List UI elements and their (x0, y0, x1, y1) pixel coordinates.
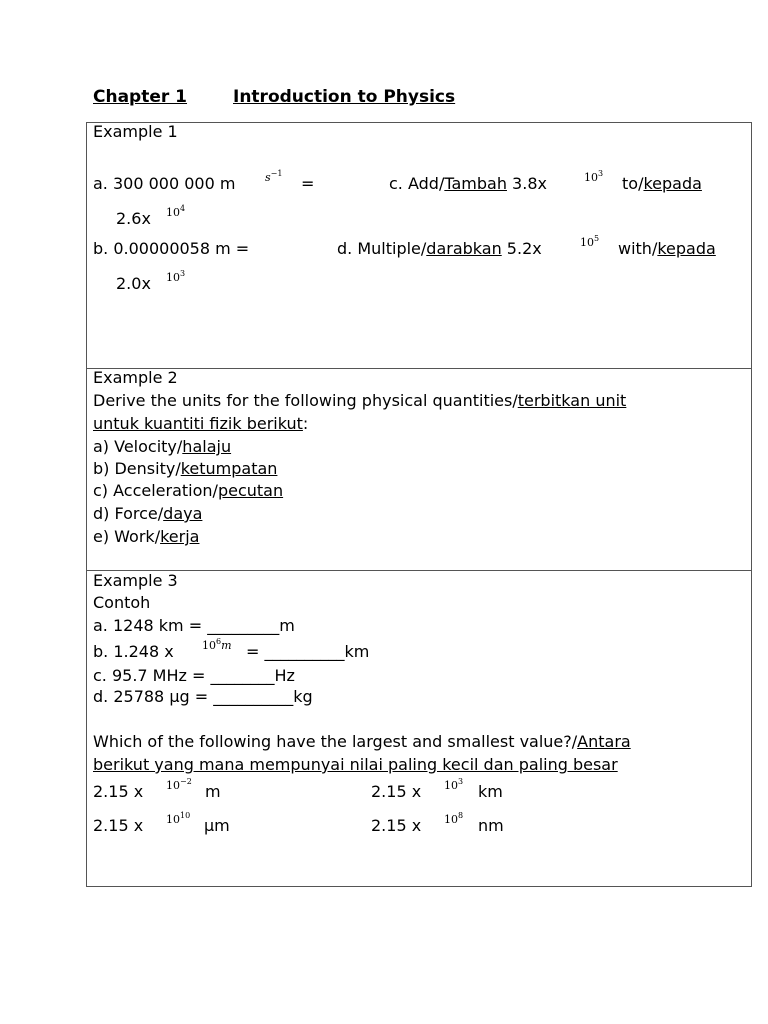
chapter-title: Introduction to Physics (233, 87, 456, 107)
ex1-a-text: a. 300 000 000 m (93, 174, 236, 193)
ex2-intro-line1: Derive the units for the following physical quantities/terbitkan unit (93, 391, 627, 410)
ex2-item: e) Work/kerja (93, 527, 200, 546)
example3-heading: Example 3 (93, 571, 178, 590)
example1-heading: Example 1 (93, 122, 178, 141)
ex3-option-unit: km (478, 782, 503, 801)
ex3-c-text: c. 95.7 MHz = ________Hz (93, 666, 295, 685)
ex3-option-unit: nm (478, 816, 504, 835)
example2-heading: Example 2 (93, 368, 178, 387)
ex3-option-prefix: 2.15 x (371, 782, 422, 801)
ex2-item: a) Velocity/halaju (93, 437, 232, 456)
ex3-option-power: $10^3$ (444, 777, 464, 792)
ex2-item: c) Acceleration/pecutan (93, 481, 284, 500)
ex1-d-line: d. Multiple/darabkan 5.2x (337, 239, 542, 258)
ex1-c-power: $10^3$ (584, 169, 604, 184)
ex1-d2-value: 2.0x (116, 274, 151, 293)
ex3-b-rest: = __________km (246, 642, 370, 661)
ex1-c-to: to/kepada (622, 174, 702, 193)
ex3-option-unit: m (205, 782, 221, 801)
ex3-b-power: $10^6m$ (202, 637, 232, 652)
ex1-d-with: with/kepada (618, 239, 716, 258)
ex3-a-text: a. 1248 km = _________m (93, 616, 295, 635)
ex3-option-power: $10^8$ (444, 811, 464, 826)
ex1-a-equals: = (301, 174, 315, 193)
ex3-question-line1: Which of the following have the largest and smallest value?/Antara (93, 732, 631, 751)
ex3-option-prefix: 2.15 x (93, 782, 144, 801)
ex2-item: d) Force/daya (93, 504, 203, 523)
ex1-a-unit: $s^{-1}$ (265, 169, 283, 184)
ex3-option-power: $10^{-2}$ (166, 777, 192, 792)
ex2-item: b) Density/ketumpatan (93, 459, 278, 478)
ex3-option-power: $10^{10}$ (166, 811, 191, 826)
ex3-option-prefix: 2.15 x (371, 816, 422, 835)
ex1-d2-power: $10^3$ (166, 269, 186, 284)
ex1-c2-value: 2.6x (116, 209, 151, 228)
ex3-option-prefix: 2.15 x (93, 816, 144, 835)
ex3-option-unit: µm (204, 816, 230, 835)
ex1-c-line: c. Add/Tambah 3.8x (389, 174, 547, 193)
ex3-question-line2: berikut yang mana mempunyai nilai paling kecil dan paling besar (93, 755, 618, 774)
ex2-intro-line2: untuk kuantiti fizik berikut: (93, 414, 309, 433)
ex3-contoh: Contoh (93, 593, 151, 612)
ex1-b-text: b. 0.00000058 m = (93, 239, 250, 258)
chapter-label: Chapter 1 (93, 87, 188, 107)
ex1-d-power: $10^5$ (580, 234, 600, 249)
ex1-c2-power: $10^4$ (166, 204, 186, 219)
ex3-b-text: b. 1.248 x (93, 642, 174, 661)
ex3-d-text: d. 25788 µg = __________kg (93, 687, 313, 706)
